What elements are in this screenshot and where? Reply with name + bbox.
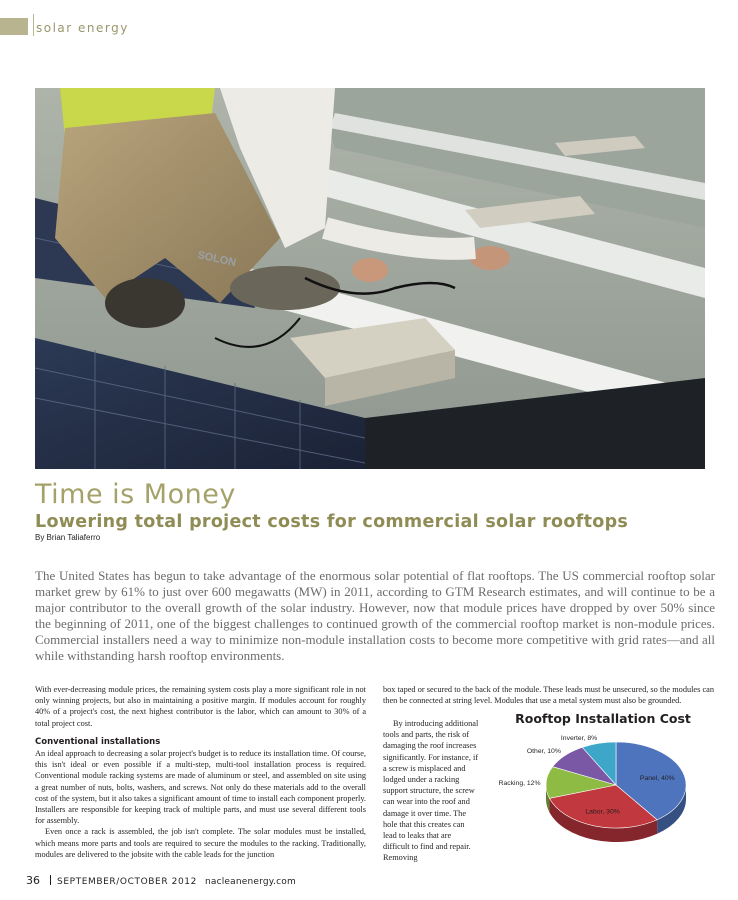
page-number: 36 (26, 874, 40, 887)
chart-title: Rooftop Installation Cost (515, 711, 691, 726)
rooftop-installation-photo (35, 88, 705, 469)
section-heading: Conventional installations (35, 736, 161, 747)
article-byline: By Brian Taliaferro (35, 533, 101, 542)
body-paragraph: An ideal approach to decreasing a solar project's budget is to reduce its installation time. Of course, this isn't ideal or even possible if a multi-step, multi-tool installation process is required. Conventional module racking systems are made of aluminum or steel, and assembled on site using a great number of nuts, bolts, washers, and screws. Not only do these materials add to the overall cost of the system, but it also takes a significant amount of time to install each component properly. Installers are responsible for keeping track of multiple parts, and must use several different tools for assembly. (35, 749, 366, 826)
section-divider (33, 14, 34, 36)
pie-label-inverter: Inverter, 8% (560, 735, 598, 742)
pie-label-other: Other, 10% (526, 748, 561, 756)
rooftop-cost-chart (492, 705, 714, 861)
body-paragraph: With ever-decreasing module prices, the remaining system costs play a more significant role in not only winning projects, but also in maintaining a positive margin. If modules account for roughly 40% of a project's cost, the next highest contributor is the labor, which can amount to 30% of a total project cost. (35, 685, 366, 728)
body-paragraph: By introducing additional tools and parts, the risk of damaging the roof increases significantly. For instance, if a screw is misplaced and lodged under a racking support structure, the screw can wear into the roof and damage it over time. The hole that this creates can lead to leaks that are difficult to find and repair. Removing (383, 719, 479, 863)
body-column-right-narrow (383, 718, 479, 864)
page-footer (26, 874, 296, 887)
body-paragraph: box taped or secured to the back of the module. These leads must be unsecured, so the modules can then be connected at string level. Modules that use a metal system must also be grounded. (383, 685, 714, 706)
article-subtitle: Lowering total project costs for commercial solar rooftops (35, 512, 629, 532)
issue-date: SEPTEMBER/OCTOBER 2012 (57, 877, 197, 887)
footer-divider (50, 875, 51, 885)
pie-label-panel: Panel, 40% (639, 774, 675, 782)
body-column-right-top (383, 684, 714, 706)
body-paragraph: Even once a rack is assembled, the job isn't complete. The solar modules must be installed, which means more parts and tools are required to secure the modules to the racking. Traditionally, modules are delivered to the jobsite with the cable leads for the junction (35, 827, 366, 859)
pie-label-labor: Labor, 30% (585, 808, 620, 816)
pie-label-racking: Racking, 12% (498, 780, 541, 788)
pie-chart-svg (492, 705, 714, 861)
article-title: Time is Money (35, 479, 236, 510)
photo-brand-text: SOLON (196, 249, 238, 270)
article-intro: The United States has begun to take advantage of the enormous solar potential of flat rooftops. The US commercial rooftop solar market grew by 61% to just over 600 megawatts (MW) in 2011, according to GTM Research estimates, and will continue to be a major contributor to the overall growth of the solar industry. However, now that module prices have dropped by over 50% since the beginning of 2011, one of the biggest challenges to continued growth of the commercial rooftop market is non-module prices. Commercial installers need a way to minimize non-module installation costs to become more competitive with grid rates—and all while withstanding harsh rooftop environments. (35, 568, 715, 663)
body-column-left (35, 684, 366, 860)
article-photo (35, 88, 705, 469)
section-tab-marker (0, 18, 28, 35)
section-label: solar energy (36, 21, 129, 35)
website-link[interactable]: nacleanenergy.com (204, 877, 296, 887)
